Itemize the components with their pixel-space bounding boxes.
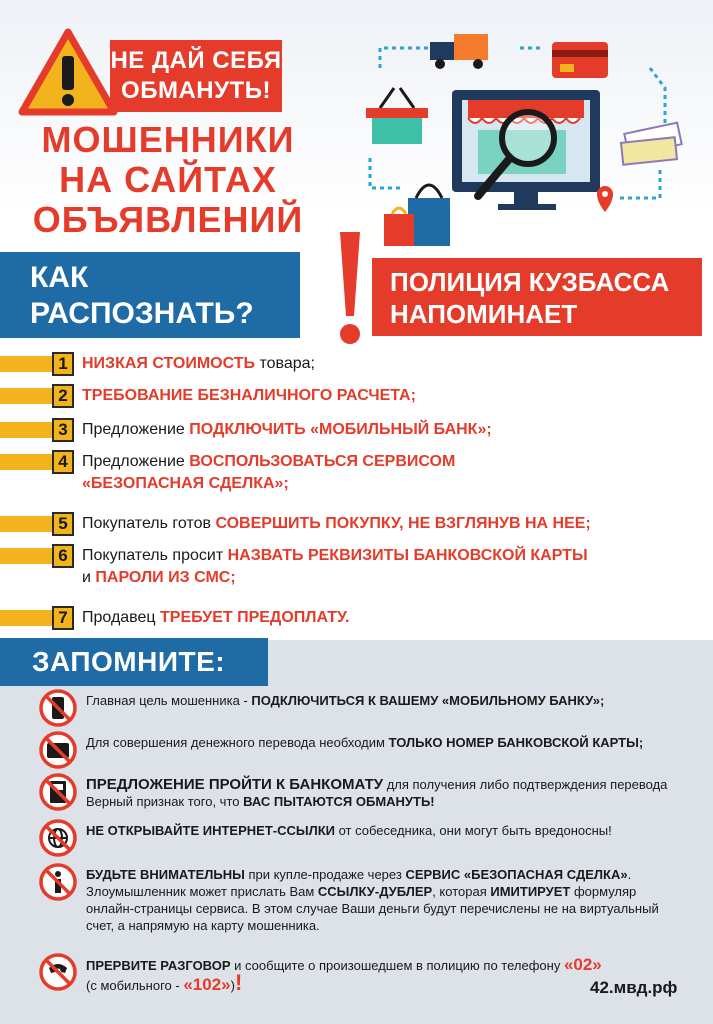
item-highlight: НАЗВАТЬ РЕКВИЗИТЫ БАНКОВСКОЙ КАРТЫ — [227, 547, 588, 564]
remember-highlight-4: ИМИТИРУЕТ — [490, 884, 571, 899]
title-line-2: НА САЙТАХ — [59, 159, 277, 200]
remember-text-2: . Злоумышленник может прислать Вам — [86, 867, 632, 899]
warning-triangle-icon — [18, 28, 118, 118]
remember-highlight: ПРЕРВИТЕ РАЗГОВОР — [86, 958, 231, 973]
number-tab — [0, 606, 70, 630]
how-line-1: КАК — [30, 261, 89, 294]
shopping-basket-icon — [366, 88, 428, 144]
remember-text-2: (с мобильного - — [86, 978, 184, 993]
number-tab — [0, 352, 70, 376]
item-highlight: ПОДКЛЮЧИТЬ «МОБИЛЬНЫЙ БАНК»; — [189, 421, 492, 438]
item-text: Предложение — [82, 421, 190, 438]
exclamation-mark-icon: ! — [234, 970, 243, 995]
remember-text-3: , которая — [432, 884, 491, 899]
item-highlight: ВОСПОЛЬЗОВАТЬСЯ СЕРВИСОМ — [189, 453, 456, 470]
slogan-line-2: ОБМАНУТЬ! — [121, 77, 271, 104]
remember-highlight: ПРЕДЛОЖЕНИЕ ПРОЙТИ К БАНКОМАТУ — [86, 776, 384, 793]
remember-highlight: ТОЛЬКО НОМЕР БАНКОВСКОЙ КАРТЫ; — [388, 735, 644, 750]
police-reminds-banner — [372, 258, 702, 336]
remember-text: Для совершения денежного перевода необходим — [86, 735, 389, 750]
title-line-1: МОШЕННИКИ — [41, 119, 295, 160]
remember-banner: ЗАПОМНИТЕ: — [0, 638, 268, 686]
number-tab — [0, 384, 70, 408]
item-text: Предложение — [82, 453, 190, 470]
number-tab — [0, 418, 70, 442]
police-line-1: ПОЛИЦИЯ КУЗБАССА — [390, 267, 670, 297]
remember-text: для получения либо подтверждения перевода Верный признак того, что — [86, 777, 668, 809]
item-number: 1 — [52, 352, 74, 376]
banknotes-icon — [621, 123, 682, 165]
no-atm-icon — [38, 772, 78, 812]
remember-highlight: НЕ ОТКРЫВАЙТЕ ИНТЕРНЕТ-ССЫЛКИ — [86, 823, 335, 838]
no-card-icon — [38, 730, 78, 770]
item-text: Покупатель просит — [82, 547, 228, 564]
item-highlight: ТРЕБУЕТ ПРЕДОПЛАТУ. — [160, 609, 350, 626]
shopping-bag-icon — [384, 185, 450, 246]
attention-info-icon — [38, 862, 78, 902]
police-phone: «02» — [563, 955, 602, 974]
number-tab — [0, 544, 70, 568]
item-highlight: СОВЕРШИТЬ ПОКУПКУ, НЕ ВЗГЛЯНУВ НА НЕЕ; — [215, 515, 591, 532]
remember-highlight: ПОДКЛЮЧИТЬСЯ К ВАШЕМУ «МОБИЛЬНОМУ БАНКУ»; — [251, 693, 605, 708]
remember-highlight-2: ВАС ПЫТАЮТСЯ ОБМАНУТЬ! — [243, 794, 435, 809]
title-line-3: ОБЪЯВЛЕНИЙ — [32, 199, 304, 240]
hang-up-call-icon — [38, 952, 78, 992]
item-number: 4 — [52, 450, 74, 474]
item-number: 5 — [52, 512, 74, 536]
item-highlight: НИЗКАЯ СТОИМОСТЬ — [82, 355, 256, 372]
item-number: 6 — [52, 544, 74, 568]
item-text: Покупатель готов — [82, 515, 216, 532]
remember-text: Главная цель мошенника - — [86, 693, 252, 708]
delivery-truck-icon — [430, 34, 488, 69]
how-to-recognize-banner — [0, 252, 300, 338]
remember-text: и сообщите о произошедшем в полицию по телефону — [230, 958, 564, 973]
remember-text: при купле-продаже через — [244, 867, 406, 882]
slogan-line-1: НЕ ДАЙ СЕБЯ — [110, 47, 282, 74]
item-highlight-2: «БЕЗОПАСНАЯ СДЕЛКА»; — [82, 475, 289, 492]
mobile-police-phone: «102» — [183, 975, 231, 994]
item-text: товара; — [255, 355, 315, 372]
item-text: Продавец — [82, 609, 161, 626]
remember-text-3: ) — [230, 978, 235, 993]
page-title — [18, 120, 318, 240]
number-tab — [0, 512, 70, 536]
number-tab — [0, 450, 70, 474]
item-highlight-2: ПАРОЛИ ИЗ СМС; — [95, 569, 236, 586]
credit-card-icon — [552, 42, 608, 78]
item-number: 3 — [52, 418, 74, 442]
no-internet-link-icon — [38, 818, 78, 858]
item-text-2: и — [82, 569, 96, 586]
police-line-2: НАПОМИНАЕТ — [390, 299, 578, 329]
online-shop-illustration — [360, 28, 700, 248]
remember-highlight: БУДЬТЕ ВНИМАТЕЛЬНЫ — [86, 867, 245, 882]
item-highlight: ТРЕБОВАНИЕ БЕЗНАЛИЧНОГО РАСЧЕТА; — [82, 387, 416, 404]
remember-text: от собеседника, они могут быть вредоносны! — [335, 823, 612, 838]
exclamation-icon — [332, 228, 368, 348]
remember-highlight-2: СЕРВИС «БЕЗОПАСНАЯ СДЕЛКА» — [405, 867, 628, 882]
how-line-2: РАСПОЗНАТЬ? — [30, 297, 254, 330]
no-phone-icon — [38, 688, 78, 728]
slogan-badge — [110, 40, 282, 112]
location-pin-icon — [597, 186, 613, 212]
item-number: 2 — [52, 384, 74, 408]
remember-highlight-3: ССЫЛКУ-ДУБЛЕР — [317, 884, 433, 899]
item-number: 7 — [52, 606, 74, 630]
remember-text-4: формуляр онлайн-страницы сервиса. В этом случае Ваши деньги будут перечислены не на виртуальный счет, а напрямую на карту мошенника. — [86, 884, 659, 933]
website-url: 42.мвд.рф — [590, 978, 678, 997]
